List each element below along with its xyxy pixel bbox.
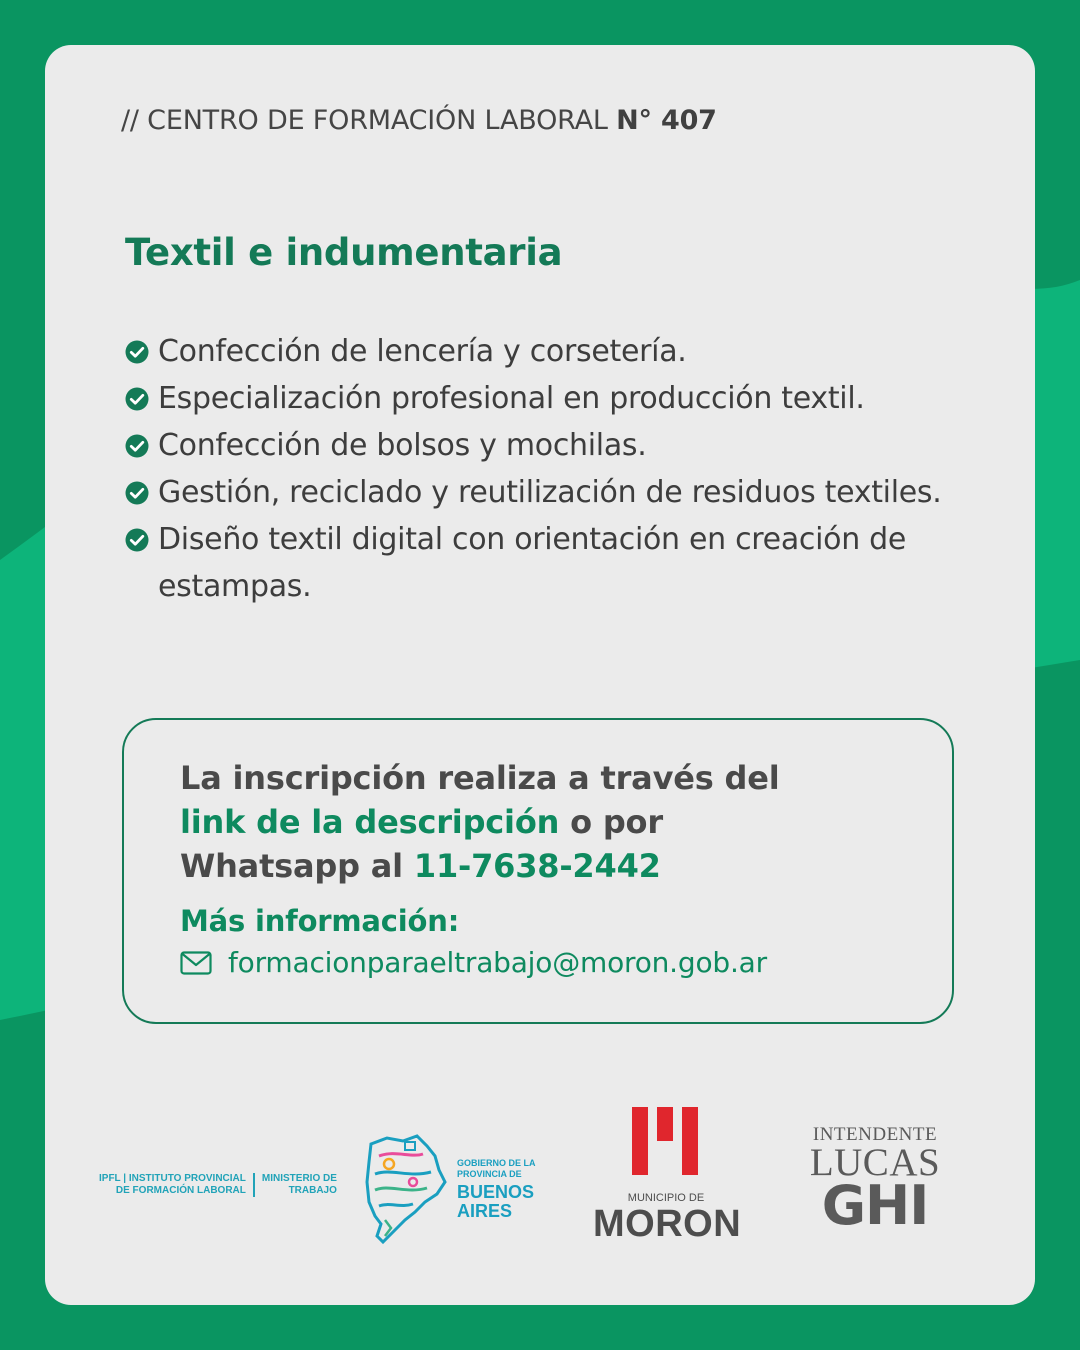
ministry-line2: TRABAJO [288,1185,337,1196]
ba-big-line1: BUENOS [457,1182,535,1202]
moron-logo-mark [632,1107,700,1175]
intendente-line1: INTENDENTE [812,1124,938,1145]
list-item [125,469,965,516]
list-item [125,516,965,610]
intendente-line3: GHI [821,1174,929,1237]
whatsapp-number[interactable]: 11-7638-2442 [413,847,661,885]
registration-text [180,756,840,888]
email-row [180,946,767,979]
ipfl-ministry-logo [99,1173,337,1197]
intendente-line2: LUCAS [809,1141,941,1184]
check-circle-icon [125,528,149,552]
list-item [125,422,965,469]
center-number: N° 407 [616,105,717,136]
center-header-prefix: // CENTRO DE FORMACIÓN LABORAL [121,105,608,136]
intendente-logo [803,1124,947,1237]
logo-divider [253,1173,255,1197]
description-link[interactable]: link de la descripción [180,803,560,841]
list-item [125,375,965,422]
course-label: Especialización profesional en producción textil. [158,381,865,416]
ipfl-line2: DE FORMACIÓN LABORAL [115,1185,246,1196]
list-item [125,328,965,375]
course-label: Confección de bolsos y mochilas. [158,428,647,463]
registration-box [122,718,954,1024]
moron-logo-big-text: MORON [593,1203,742,1245]
course-label: Diseño textil digital con orientación en creación de estampas. [158,522,907,604]
course-label: Confección de lencería y corsetería. [158,334,687,369]
moron-logo-small-text: MUNICIPIO DE [627,1192,705,1204]
check-circle-icon [125,434,149,458]
envelope-icon [180,951,212,975]
buenos-aires-logo-text [457,1158,536,1221]
ba-small-line2: PROVINCIA DE [457,1169,522,1179]
section-title: Textil e indumentaria [125,231,563,274]
check-circle-icon [125,340,149,364]
buenos-aires-map-logo [365,1132,447,1247]
ministry-line1: MINISTERIO DE [261,1173,337,1184]
check-circle-icon [125,481,149,505]
course-list [125,328,965,610]
ba-small-line1: GOBIERNO DE LA [457,1158,536,1168]
registration-text-part1: La inscripción realiza a través del [180,759,780,797]
email-link[interactable]: formacionparaeltrabajo@moron.gob.ar [228,946,767,979]
center-header [121,105,717,136]
more-info-label: Más información: [180,904,460,938]
check-circle-icon [125,387,149,411]
content-card [45,45,1035,1305]
ba-big-line2: AIRES [457,1201,513,1221]
ipfl-line1: IPFL | INSTITUTO PROVINCIAL [99,1173,246,1184]
course-label: Gestión, reciclado y reutilización de residuos textiles. [158,475,942,510]
registration-text-part2: o por Whatsapp al [180,803,663,885]
